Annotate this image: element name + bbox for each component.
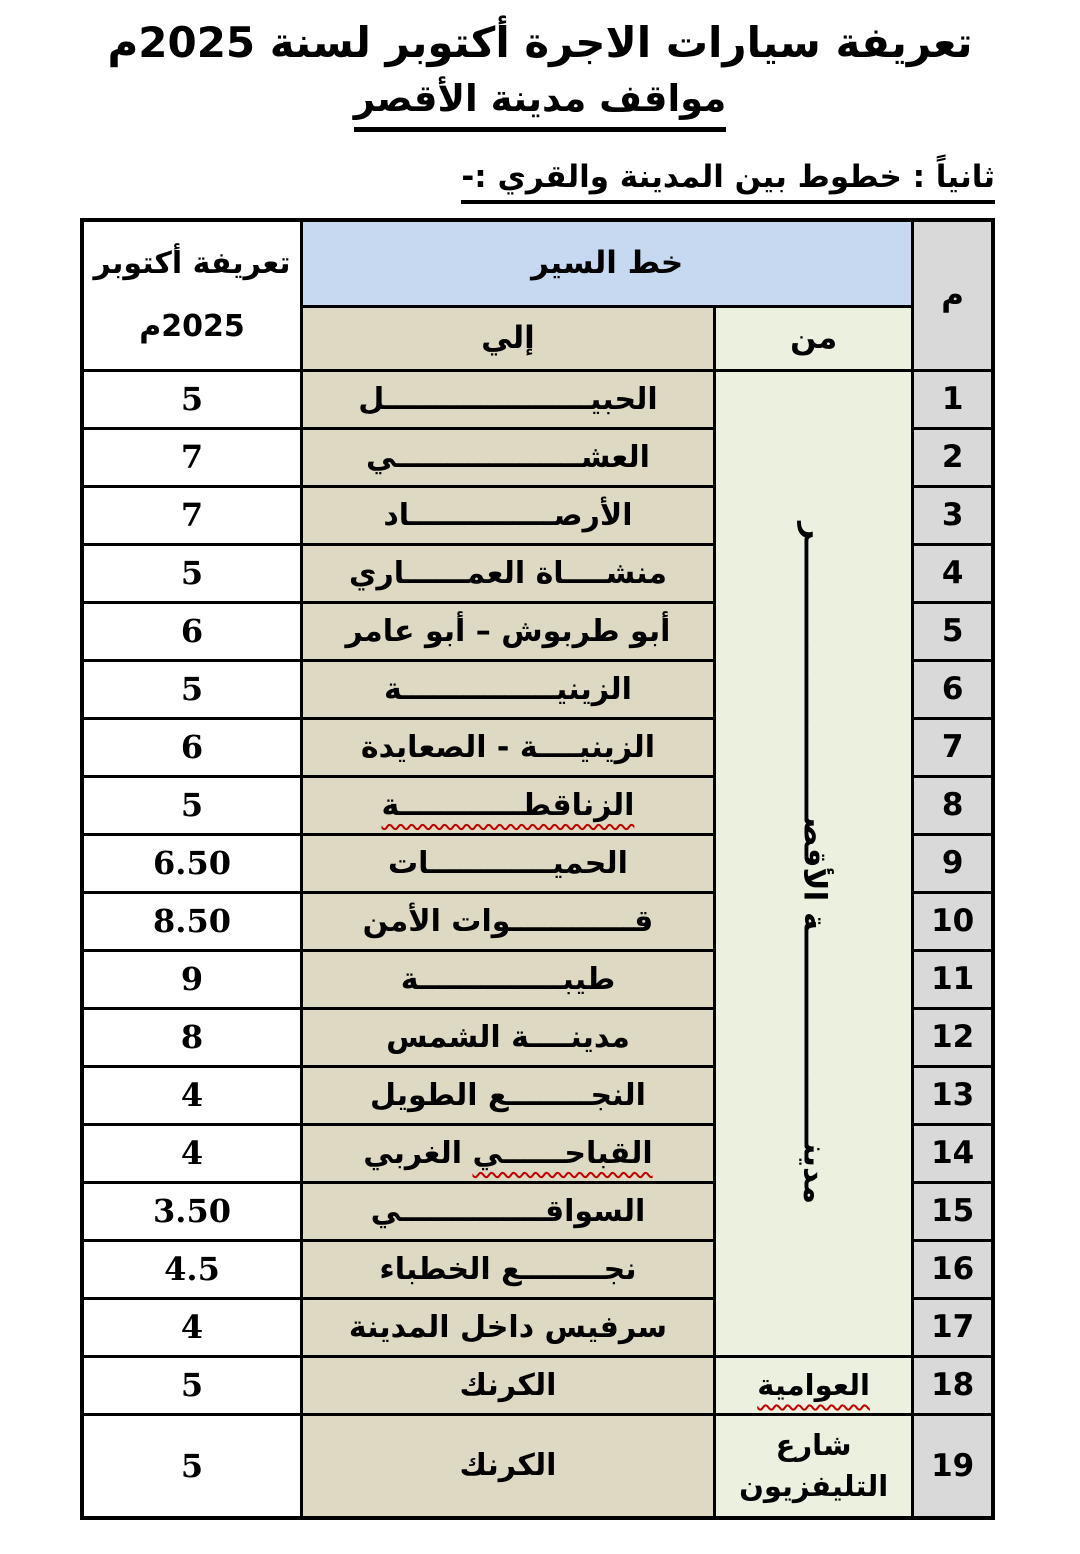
section-heading-wrap bbox=[0, 160, 995, 204]
row-number-cell: 10 bbox=[913, 892, 993, 950]
to-cell bbox=[302, 1008, 715, 1066]
cell-text: طيبــــــــــــــة bbox=[400, 961, 616, 997]
to-cell bbox=[302, 950, 715, 1008]
fare-cell: 4.5 bbox=[82, 1240, 302, 1298]
to-cell bbox=[302, 1066, 715, 1124]
cell-text: السواقــــــــــــــي bbox=[370, 1193, 646, 1229]
cell-text: الزينيــــة - الصعايدة bbox=[360, 729, 656, 765]
fare-row bbox=[82, 370, 993, 428]
to-cell bbox=[302, 1298, 715, 1356]
cell-text: منشــــاة العمــــــاري bbox=[348, 555, 667, 591]
row-number-cell: 2 bbox=[913, 428, 993, 486]
to-cell bbox=[302, 660, 715, 718]
cell-text: الغربي bbox=[363, 1135, 473, 1171]
to-cell bbox=[302, 602, 715, 660]
row-number-cell: 12 bbox=[913, 1008, 993, 1066]
to-cell bbox=[302, 1240, 715, 1298]
spellcheck-wavy-text: الزناقطــــــــــــة bbox=[381, 787, 635, 823]
cell-text: الكرنك bbox=[459, 1367, 557, 1403]
to-cell bbox=[302, 892, 715, 950]
row-number-cell: 16 bbox=[913, 1240, 993, 1298]
page-title: تعريفة سيارات الاجرة أكتوبر لسنة 2025م bbox=[107, 18, 973, 67]
row-number-cell: 6 bbox=[913, 660, 993, 718]
table-body bbox=[82, 370, 993, 1518]
fare-cell: 5 bbox=[82, 544, 302, 602]
row-number-cell: 7 bbox=[913, 718, 993, 776]
fare-row bbox=[82, 1356, 993, 1414]
fare-cell: 4 bbox=[82, 1066, 302, 1124]
row-number-cell: 5 bbox=[913, 602, 993, 660]
from-city-merged-cell bbox=[714, 370, 912, 1356]
from-cell bbox=[714, 1356, 912, 1414]
cell-text: الزينيـــــــــــــــة bbox=[383, 671, 632, 707]
to-cell bbox=[302, 1414, 715, 1518]
section-heading: ثانياً : خطوط بين المدينة والقري :- bbox=[461, 160, 995, 204]
spellcheck-wavy-text: العوامية bbox=[757, 1367, 870, 1402]
header-fare-line1: تعريفة أكتوبر bbox=[93, 246, 291, 282]
row-number-cell: 14 bbox=[913, 1124, 993, 1182]
cell-text: النجــــــــع الطويل bbox=[369, 1077, 646, 1113]
header-num: م bbox=[913, 220, 993, 370]
to-cell bbox=[302, 1124, 715, 1182]
row-number-cell: 19 bbox=[913, 1414, 993, 1518]
row-number-cell: 8 bbox=[913, 776, 993, 834]
cell-text: أبو طربوش – أبو عامر bbox=[345, 613, 671, 649]
to-cell bbox=[302, 776, 715, 834]
cell-text: العشــــــــــــــــــي bbox=[365, 439, 650, 475]
row-number-cell: 4 bbox=[913, 544, 993, 602]
cell-text: شارع التليفزيون bbox=[739, 1428, 889, 1503]
vertical-city-label: مدينــــــــــــــــــــة الأقصــــــــــــــــــــــــــر bbox=[796, 522, 833, 1205]
fare-cell: 5 bbox=[82, 370, 302, 428]
fare-cell: 6.50 bbox=[82, 834, 302, 892]
header-to: إلي bbox=[302, 306, 715, 370]
to-cell bbox=[302, 544, 715, 602]
fare-cell: 3.50 bbox=[82, 1182, 302, 1240]
to-cell bbox=[302, 718, 715, 776]
spellcheck-wavy-text: القباحــــــي bbox=[472, 1135, 653, 1171]
fare-cell: 9 bbox=[82, 950, 302, 1008]
fare-cell: 5 bbox=[82, 1414, 302, 1518]
fare-cell: 6 bbox=[82, 602, 302, 660]
cell-text: الأرصــــــــــــــاد bbox=[383, 497, 633, 533]
fare-cell: 5 bbox=[82, 776, 302, 834]
page-subtitle-wrap bbox=[0, 77, 1080, 132]
row-number-cell: 1 bbox=[913, 370, 993, 428]
cell-text: نجــــــــع الخطباء bbox=[379, 1251, 637, 1287]
header-route: خط السير bbox=[302, 220, 913, 306]
cell-text: سرفيس داخل المدينة bbox=[348, 1309, 668, 1345]
header-fare bbox=[82, 220, 302, 370]
to-cell bbox=[302, 1356, 715, 1414]
fare-cell: 5 bbox=[82, 660, 302, 718]
row-number-cell: 15 bbox=[913, 1182, 993, 1240]
fare-cell: 4 bbox=[82, 1298, 302, 1356]
row-number-cell: 9 bbox=[913, 834, 993, 892]
from-cell bbox=[714, 1414, 912, 1518]
fare-cell: 8 bbox=[82, 1008, 302, 1066]
fare-cell: 7 bbox=[82, 486, 302, 544]
cell-text: قــــــــــــوات الأمن bbox=[362, 903, 654, 939]
fare-cell: 4 bbox=[82, 1124, 302, 1182]
fare-cell: 6 bbox=[82, 718, 302, 776]
cell-text: الحميــــــــــــات bbox=[387, 845, 628, 881]
header-row-1 bbox=[82, 220, 993, 306]
cell-text: مدينــــة الشمس bbox=[386, 1019, 630, 1055]
row-number-cell: 17 bbox=[913, 1298, 993, 1356]
to-cell bbox=[302, 486, 715, 544]
fare-cell: 8.50 bbox=[82, 892, 302, 950]
page-subtitle: مواقف مدينة الأقصر bbox=[354, 80, 727, 132]
to-cell bbox=[302, 370, 715, 428]
fare-table-header bbox=[82, 220, 993, 370]
fare-row bbox=[82, 1414, 993, 1518]
fare-cell: 7 bbox=[82, 428, 302, 486]
to-cell bbox=[302, 1182, 715, 1240]
row-number-cell: 13 bbox=[913, 1066, 993, 1124]
row-number-cell: 11 bbox=[913, 950, 993, 1008]
cell-text: الكرنك bbox=[459, 1448, 557, 1484]
row-number-cell: 3 bbox=[913, 486, 993, 544]
to-cell bbox=[302, 834, 715, 892]
row-number-cell: 18 bbox=[913, 1356, 993, 1414]
cell-text: الحبيــــــــــــــــــــل bbox=[358, 381, 658, 417]
header-from: من bbox=[714, 306, 912, 370]
fare-cell: 5 bbox=[82, 1356, 302, 1414]
header-fare-line2: 2025م bbox=[139, 309, 245, 345]
fare-table bbox=[80, 218, 995, 1520]
to-cell bbox=[302, 428, 715, 486]
